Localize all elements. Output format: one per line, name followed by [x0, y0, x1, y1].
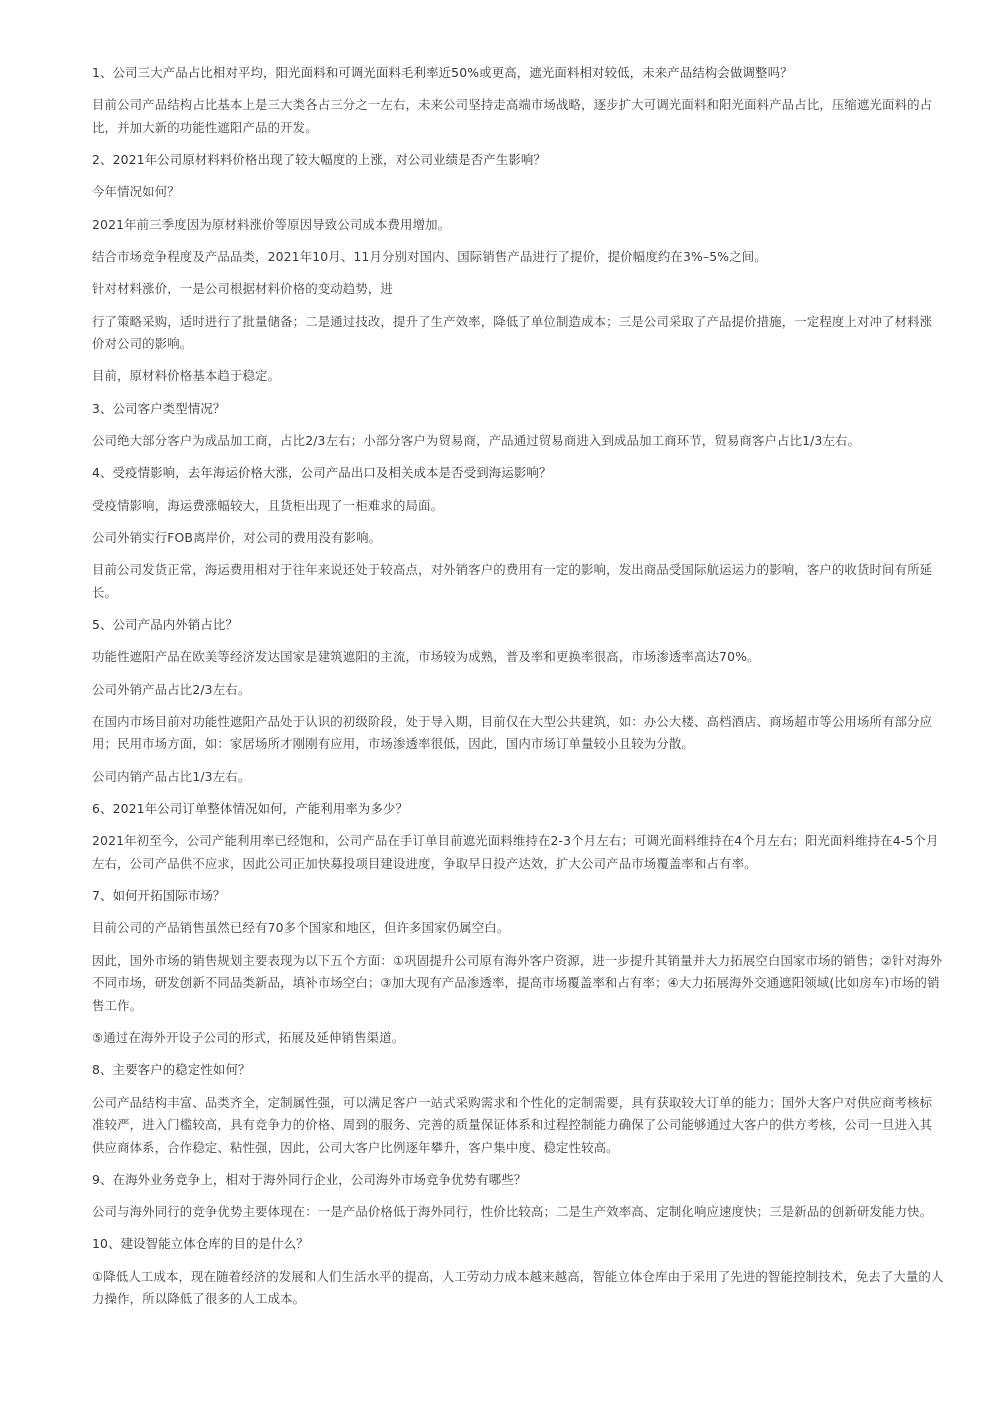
question-paragraph: 5、公司产品内外销占比？: [92, 616, 238, 632]
answer-paragraph: 行了策略采购，适时进行了批量储备；二是通过技改，提升了生产效率，降低了单位制造成本；三是公司采取了产品提价措施，一定程度上对冲了材料涨价对公司的影响。: [92, 313, 933, 352]
answer-paragraph: 公司与海外同行的竞争优势主要体现在：一是产品价格低于海外同行，性价比较高；二是生产效率高、定制化响应速度快；三是新品的创新研发能力快。: [92, 1204, 933, 1220]
answer-paragraph: ⑤通过在海外开设子公司的形式，拓展及延伸销售渠道。: [92, 1029, 405, 1045]
answer-paragraph: 结合市场竞争程度及产品品类，2021年10月、11月分别对国内、国际销售产品进行了提价，提价幅度约在3%–5%之间。: [92, 248, 767, 264]
question-paragraph: 2、2021年公司原材料料价格出现了较大幅度的上涨，对公司业绩是否产生影响？: [92, 152, 547, 168]
answer-paragraph: 目前，原材料价格基本趋于稳定。: [92, 368, 281, 384]
answer-paragraph: 目前公司产品结构占比基本上是三大类各占三分之一左右，未来公司坚持走高端市场战略，逐步扩大可调光面料和阳光面料产品占比，压缩遮光面料的占比，并加大新的功能性遮阳产品的开发。: [92, 97, 933, 135]
question-paragraph: 3、公司客户类型情况？: [92, 400, 226, 416]
answer-paragraph: 2021年初至今，公司产能利用率已经饱和，公司产品在手订单目前遮光面料维持在2-3个月左右；可调光面料维持在4个月左右；阳光面料维持在4-5个月左右，公司产品供不应求，因此公司正加快募投项目建设进度，争取早日投产达效，扩大公司产品市场覆盖率和占有率。: [92, 833, 939, 871]
answer-paragraph: 2021年前三季度因为原材料涨价等原因导致公司成本费用增加。: [92, 216, 451, 232]
answer-paragraph: 目前公司的产品销售虽然已经有70多个国家和地区，但许多国家仍属空白。: [92, 920, 510, 936]
answer-paragraph: ①降低人工成本，现在随着经济的发展和人们生活水平的提高，人工劳动力成本越来越高，智能立体仓库由于采用了先进的智能控制技术，免去了大量的人力操作，所以降低了很多的人工成本。: [92, 1268, 944, 1307]
question-paragraph: 6、2021年公司订单整体情况如何，产能利用率为多少？: [92, 800, 409, 816]
answer-paragraph: 公司内销产品占比1/3左右。: [92, 768, 251, 784]
answer-paragraph: 目前公司发货正常，海运费用相对于往年来说还处于较高点，对外销客户的费用有一定的影响，发出商品受国际航运运力的影响，客户的收货时间有所延长。: [92, 562, 933, 600]
answer-paragraph: 因此，国外市场的销售规划主要表现为以下五个方面：①巩固提升公司原有海外客户资源，进一步提升其销量并大力拓展空白国家市场的销售；②针对海外不同市场，研发创新不同品类新品，填补市场空白；③加大现有产品渗透率，提高市场覆盖率和占有率；④大力拓展海外交通遮阳领域(比如房车)市场的销售工作。: [92, 952, 943, 1013]
question-paragraph: 9、在海外业务竞争上，相对于海外同行企业，公司海外市场竞争优势有哪些？: [92, 1171, 527, 1187]
question-paragraph: 4、受疫情影响，去年海运价格大涨，公司产品出口及相关成本是否受到海运影响？: [92, 465, 552, 481]
answer-paragraph: 今年情况如何？: [92, 184, 180, 200]
question-paragraph: 7、如何开拓国际市场？: [92, 888, 226, 904]
answer-paragraph: 在国内市场目前对功能性遮阳产品处于认识的初级阶段，处于导入期，目前仅在大型公共建筑，如：办公大楼、高档酒店、商场超市等公用场所有部分应用；民用市场方面，如：家居场所才刚刚有应用，市场渗透率很低，因此，国内市场订单量较小且较为分散。: [92, 713, 933, 752]
question-paragraph: 10、建设智能立体仓库的目的是什么？: [92, 1236, 309, 1252]
answer-paragraph: 功能性遮阳产品在欧美等经济发达国家是建筑遮阳的主流，市场较为成熟，普及率和更换率很高，市场渗透率高达70%。: [92, 649, 760, 665]
answer-paragraph: 公司产品结构丰富、品类齐全，定制属性强，可以满足客户一站式采购需求和个性化的定制需要，具有获取较大订单的能力；国外大客户对供应商考核标准较严，进入门槛较高，具有竞争力的价格、周到的服务、完善的质量保证体系和过程控制能力确保了公司能够通过大客户的供方考核，公司一旦进入其供应商体系，合作稳定、粘性强，因此，公司大客户比例逐年攀升，客户集中度、稳定性较高。: [92, 1094, 933, 1155]
answer-paragraph: 受疫情影响，海运费涨幅较大，且货柜出现了一柜难求的局面。: [92, 497, 444, 513]
document-body: [92, 62, 944, 1321]
question-paragraph: 8、主要客户的稳定性如何？: [92, 1062, 251, 1078]
answer-paragraph: 公司外销产品占比2/3左右。: [92, 681, 251, 697]
answer-paragraph: 针对材料涨价，一是公司根据材料价格的变动趋势，进: [92, 281, 393, 297]
answer-paragraph: 公司绝大部分客户为成品加工商，占比2/3左右；小部分客户为贸易商，产品通过贸易商进入到成品加工商环节，贸易商客户占比1/3左右。: [92, 432, 861, 448]
answer-paragraph: 公司外销实行FOB离岸价，对公司的费用没有影响。: [92, 529, 382, 545]
question-paragraph: 1、公司三大产品占比相对平均，阳光面料和可调光面料毛利率近50%或更高，遮光面料相对较低，未来产品结构会做调整吗？: [92, 65, 793, 80]
